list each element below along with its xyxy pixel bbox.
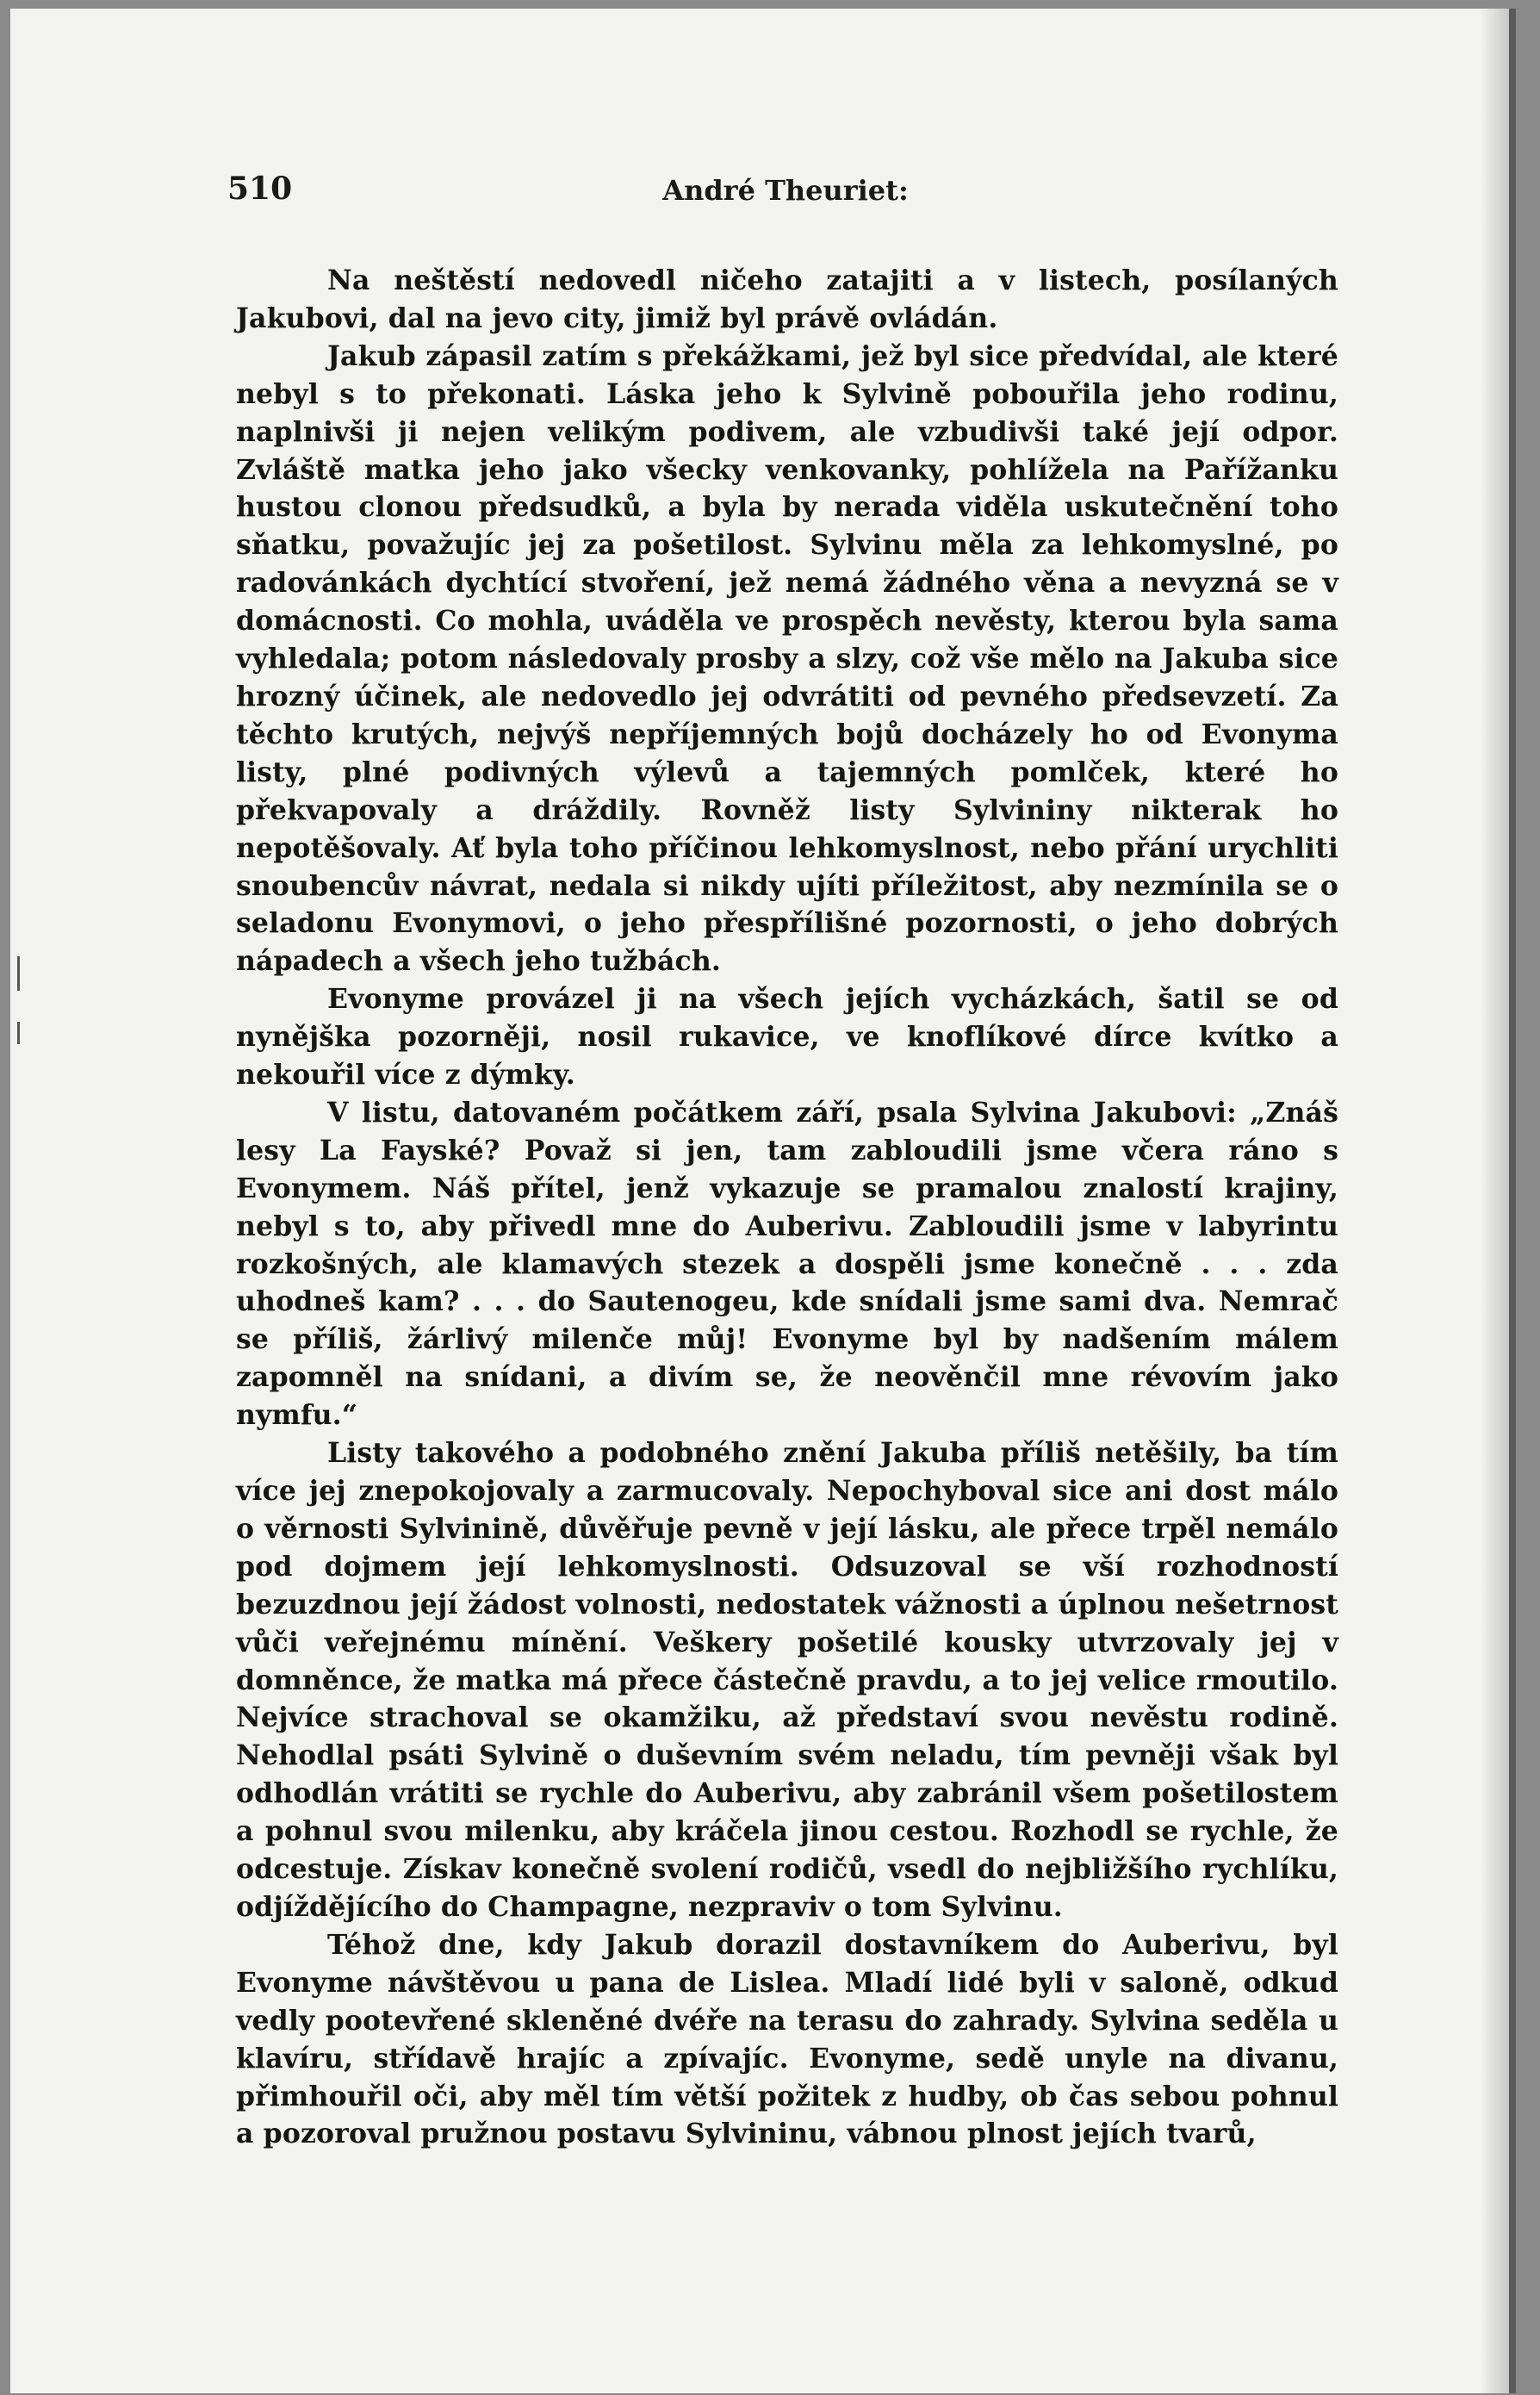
scan-edge-shadow <box>1480 9 1509 2393</box>
scan-margin-mark <box>17 1022 20 1044</box>
book-page <box>10 9 1516 2393</box>
page-header <box>227 171 1344 214</box>
page-number: 510 <box>227 171 293 207</box>
paragraph: Téhož dne, kdy Jakub dorazil dostavníkem do Auberivu, byl Evonyme návštěvou u pana de Lislea. Mladí lidé byli v saloně, odkud vedly pootevřené skleněné dvéře na terasu do zahrady. Sylvina seděla u klavíru, střídavě hrajíc a zpívajíc. Evonyme, sedě unyle na divanu, přimhouřil oči, aby měl tím větší požitek z hudby, ob čas sebou pohnul a pozoroval pružnou postavu Sylvininu, vábnou plnost jejích tvarů, <box>236 1928 1338 2150</box>
paragraph: Evonyme provázel ji na všech jejích vycházkách, šatil se od nynějška pozorněji, nosil rukavice, ve knoflíkové dírce kvítko a nekouřil více z dýmky. <box>236 983 1338 1092</box>
paragraph: Jakub zápasil zatím s překážkami, jež byl sice předvídal, ale které nebyl s to překonati. Láska jeho k Sylvině pobouřila jeho rodinu, naplnivši ji nejen velikým podivem, ale vzbudivši také její odpor. Zvláště matka jeho jako všecky venkovanky, pohlížela na Pařížanku hustou clonou předsudků, a byla by nerada viděla uskutečnění toho sňatku, považujíc jej za pošetilost. Sylvinu měla za lehkomyslné, po radovánkách dychtící stvoření, jež nemá žádného věna a nevyzná se v domácnosti. Co mohla, uváděla ve prospěch nevěsty, kterou byla sama vyhledala; potom následovaly prosby a slzy, což vše mělo na Jakuba sice hrozný účinek, ale nedovedlo jej odvrátiti od pevného předsevzetí. Za těchto krutých, nejvýš nepříjemných bojů docházely ho od Evonyma listy, plné podivných výlevů a tajemných pomlček, které ho překvapovaly a dráždily. Rovněž listy Sylvininy nikterak ho nepotěšovaly. Ať byla toho příčinou lehkomyslnost, nebo přání urychliti snoubencův návrat, nedala si nikdy ujíti příležitost, aby nezmínila se o seladonu Evonymovi, o jeho přespřílišné pozornosti, o jeho dobrých nápadech a všech jeho tužbách. <box>236 339 1338 978</box>
paragraph: Na neštěstí nedovedl ničeho zatajiti a v listech, posílaných Jakubovi, dal na jevo city, jimiž byl právě ovládán. <box>236 264 1338 334</box>
running-head: André Theuriet: <box>662 174 909 207</box>
body-text <box>236 262 1338 2153</box>
paragraph: Listy takového a podobného znění Jakuba příliš netěšily, ba tím více jej znepokojovaly a zarmucovaly. Nepochyboval sice ani dost málo o věrnosti Sylvinině, důvěřuje pevně v její lásku, ale přece trpěl nemálo pod dojmem její lehkomyslnosti. Odsuzoval se vší rozhodností bezuzdnou její žádost volnosti, nedostatek vážnosti a úplnou nešetrnost vůči veřejnému mínění. Veškery pošetilé kousky utvrzovaly jej v domněnce, že matka má přece částečně pravdu, a to jej velice rmoutilo. Nejvíce strachoval se okamžiku, až představí svou nevěstu rodině. Nehodlal psáti Sylvině o duševním svém neladu, tím pevněji však byl odhodlán vrátiti se rychle do Auberivu, aby zabránil všem pošetilostem a pohnul svou milenku, aby kráčela jinou cestou. Rozhodl se rychle, že odcestuje. Získav konečně svolení rodičů, vsedl do nejbližšího rychlíku, odjíždějícího do Champagne, nezpraviv o tom Sylvinu. <box>236 1437 1338 1923</box>
scan-margin-mark <box>17 956 20 991</box>
paragraph: V listu, datovaném počátkem září, psala Sylvina Jakubovi: „Znáš lesy La Fayské? Považ si jen, tam zabloudili jsme včera ráno s Evonymem. Náš přítel, jenž vykazuje se pramalou znalostí krajiny, nebyl s to, aby přivedl mne do Auberivu. Zabloudili jsme v labyrintu rozkošných, ale klamavých stezek a dospěli jsme konečně . . . zda uhodneš kam? . . . do Sautenogeu, kde snídali jsme sami dva. Nemrač se příliš, žárlivý milenče můj! Evonyme byl by nadšením málem zapomněl na snídani, a divím se, že neověnčil mne révovím jako nymfu.“ <box>236 1096 1338 1432</box>
